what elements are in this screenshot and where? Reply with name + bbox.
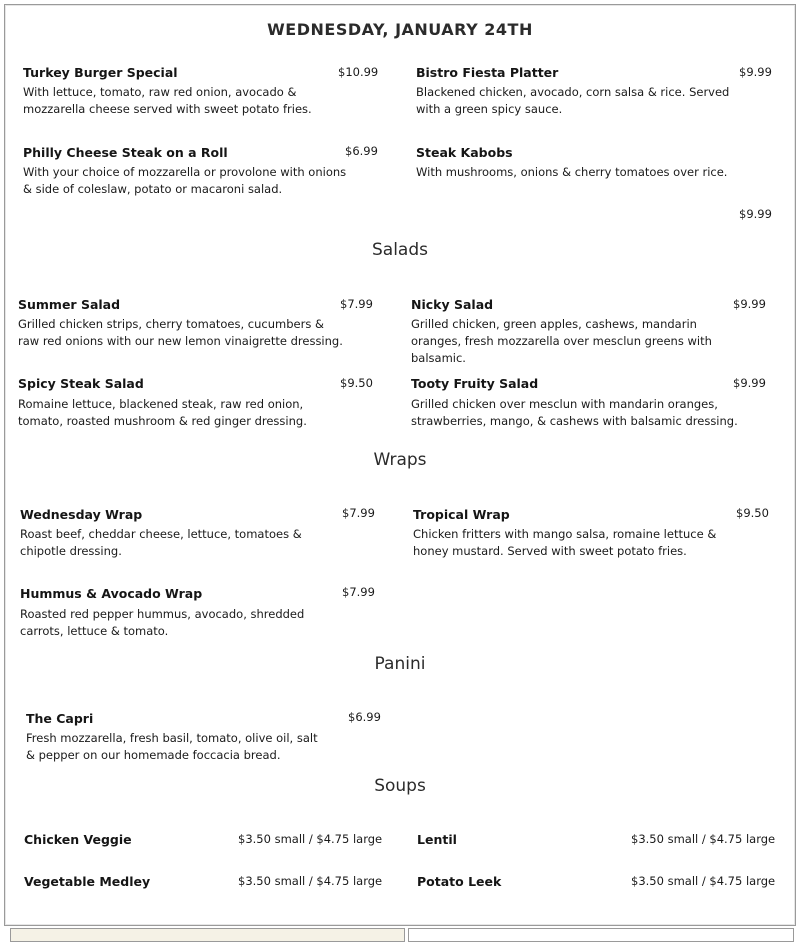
- item-price: $3.50 small / $4.75 large: [238, 874, 383, 888]
- item-name: Potato Leek: [417, 874, 502, 889]
- item-price: $9.99: [733, 376, 766, 390]
- item-price: $6.99: [348, 710, 381, 724]
- item-price: $9.50: [736, 506, 769, 520]
- item-name: Hummus & Avocado Wrap: [20, 586, 203, 601]
- section-title-wraps: Wraps: [373, 450, 427, 470]
- section-title-panini: Panini: [374, 654, 426, 674]
- item-description: Roast beef, cheddar cheese, lettuce, tomatoes & chipotle dressing.: [20, 527, 302, 558]
- item-name: Philly Cheese Steak on a Roll: [23, 145, 228, 160]
- item-name: Wednesday Wrap: [20, 507, 143, 522]
- item-description: With lettuce, tomato, raw red onion, avocado & mozzarella cheese served with sweet potato fries.: [23, 85, 312, 116]
- item-name: Chicken Veggie: [24, 832, 132, 847]
- item-description: With your choice of mozzarella or provolone with onions & side of coleslaw, potato or macaroni salad.: [23, 165, 347, 196]
- item-description: Romaine lettuce, blackened steak, raw red onion, tomato, roasted mushroom & red ginger dressing.: [18, 397, 307, 428]
- item-name: Tooty Fruity Salad: [411, 376, 539, 391]
- item-description: Roasted red pepper hummus, avocado, shredded carrots, lettuce & tomato.: [20, 607, 305, 638]
- item-description: Grilled chicken over mesclun with mandarin oranges, strawberries, mango, & cashews with balsamic dressing.: [411, 397, 738, 428]
- item-price: $7.99: [340, 297, 373, 311]
- item-price: $7.99: [342, 506, 375, 520]
- section-title-salads: Salads: [372, 240, 428, 260]
- item-name: Turkey Burger Special: [23, 65, 178, 80]
- item-price: $3.50 small / $4.75 large: [631, 832, 776, 846]
- item-name: The Capri: [26, 711, 94, 726]
- section-title-soups: Soups: [374, 776, 426, 796]
- item-name: Summer Salad: [18, 297, 121, 312]
- item-description: With mushrooms, onions & cherry tomatoes over rice.: [416, 165, 728, 179]
- item-description: Fresh mozzarella, fresh basil, tomato, olive oil, salt & pepper on our homemade foccacia bread.: [26, 731, 318, 762]
- item-name: Vegetable Medley: [24, 874, 151, 889]
- item-name: Tropical Wrap: [413, 507, 510, 522]
- item-description: Chicken fritters with mango salsa, romaine lettuce & honey mustard. Served with sweet potato fries.: [413, 527, 717, 558]
- footer-panel-right: [408, 928, 794, 942]
- item-price: $9.50: [340, 376, 373, 390]
- item-price: $9.99: [733, 297, 766, 311]
- item-price: $10.99: [338, 65, 379, 79]
- item-name: Lentil: [417, 832, 457, 847]
- item-description: Grilled chicken strips, cherry tomatoes, cucumbers & raw red onions with our new lemon vinaigrette dressing.: [18, 317, 343, 348]
- item-price: $6.99: [345, 144, 378, 158]
- item-name: Nicky Salad: [411, 297, 494, 312]
- item-price: $3.50 small / $4.75 large: [631, 874, 776, 888]
- item-price: $7.99: [342, 585, 375, 599]
- item-price: $9.99: [739, 65, 772, 79]
- item-name: Spicy Steak Salad: [18, 376, 144, 391]
- item-price: $3.50 small / $4.75 large: [238, 832, 383, 846]
- item-name: Steak Kabobs: [416, 145, 513, 160]
- item-name: Bistro Fiesta Platter: [416, 65, 559, 80]
- footer-panel-left: [10, 928, 405, 942]
- item-description: Blackened chicken, avocado, corn salsa & rice. Served with a green spicy sauce.: [416, 85, 730, 116]
- item-price: $9.99: [739, 207, 772, 221]
- date-title: WEDNESDAY, JANUARY 24TH: [267, 20, 533, 39]
- item-description: Grilled chicken, green apples, cashews, mandarin oranges, fresh mozzarella over mesclun greens with balsamic.: [411, 317, 712, 365]
